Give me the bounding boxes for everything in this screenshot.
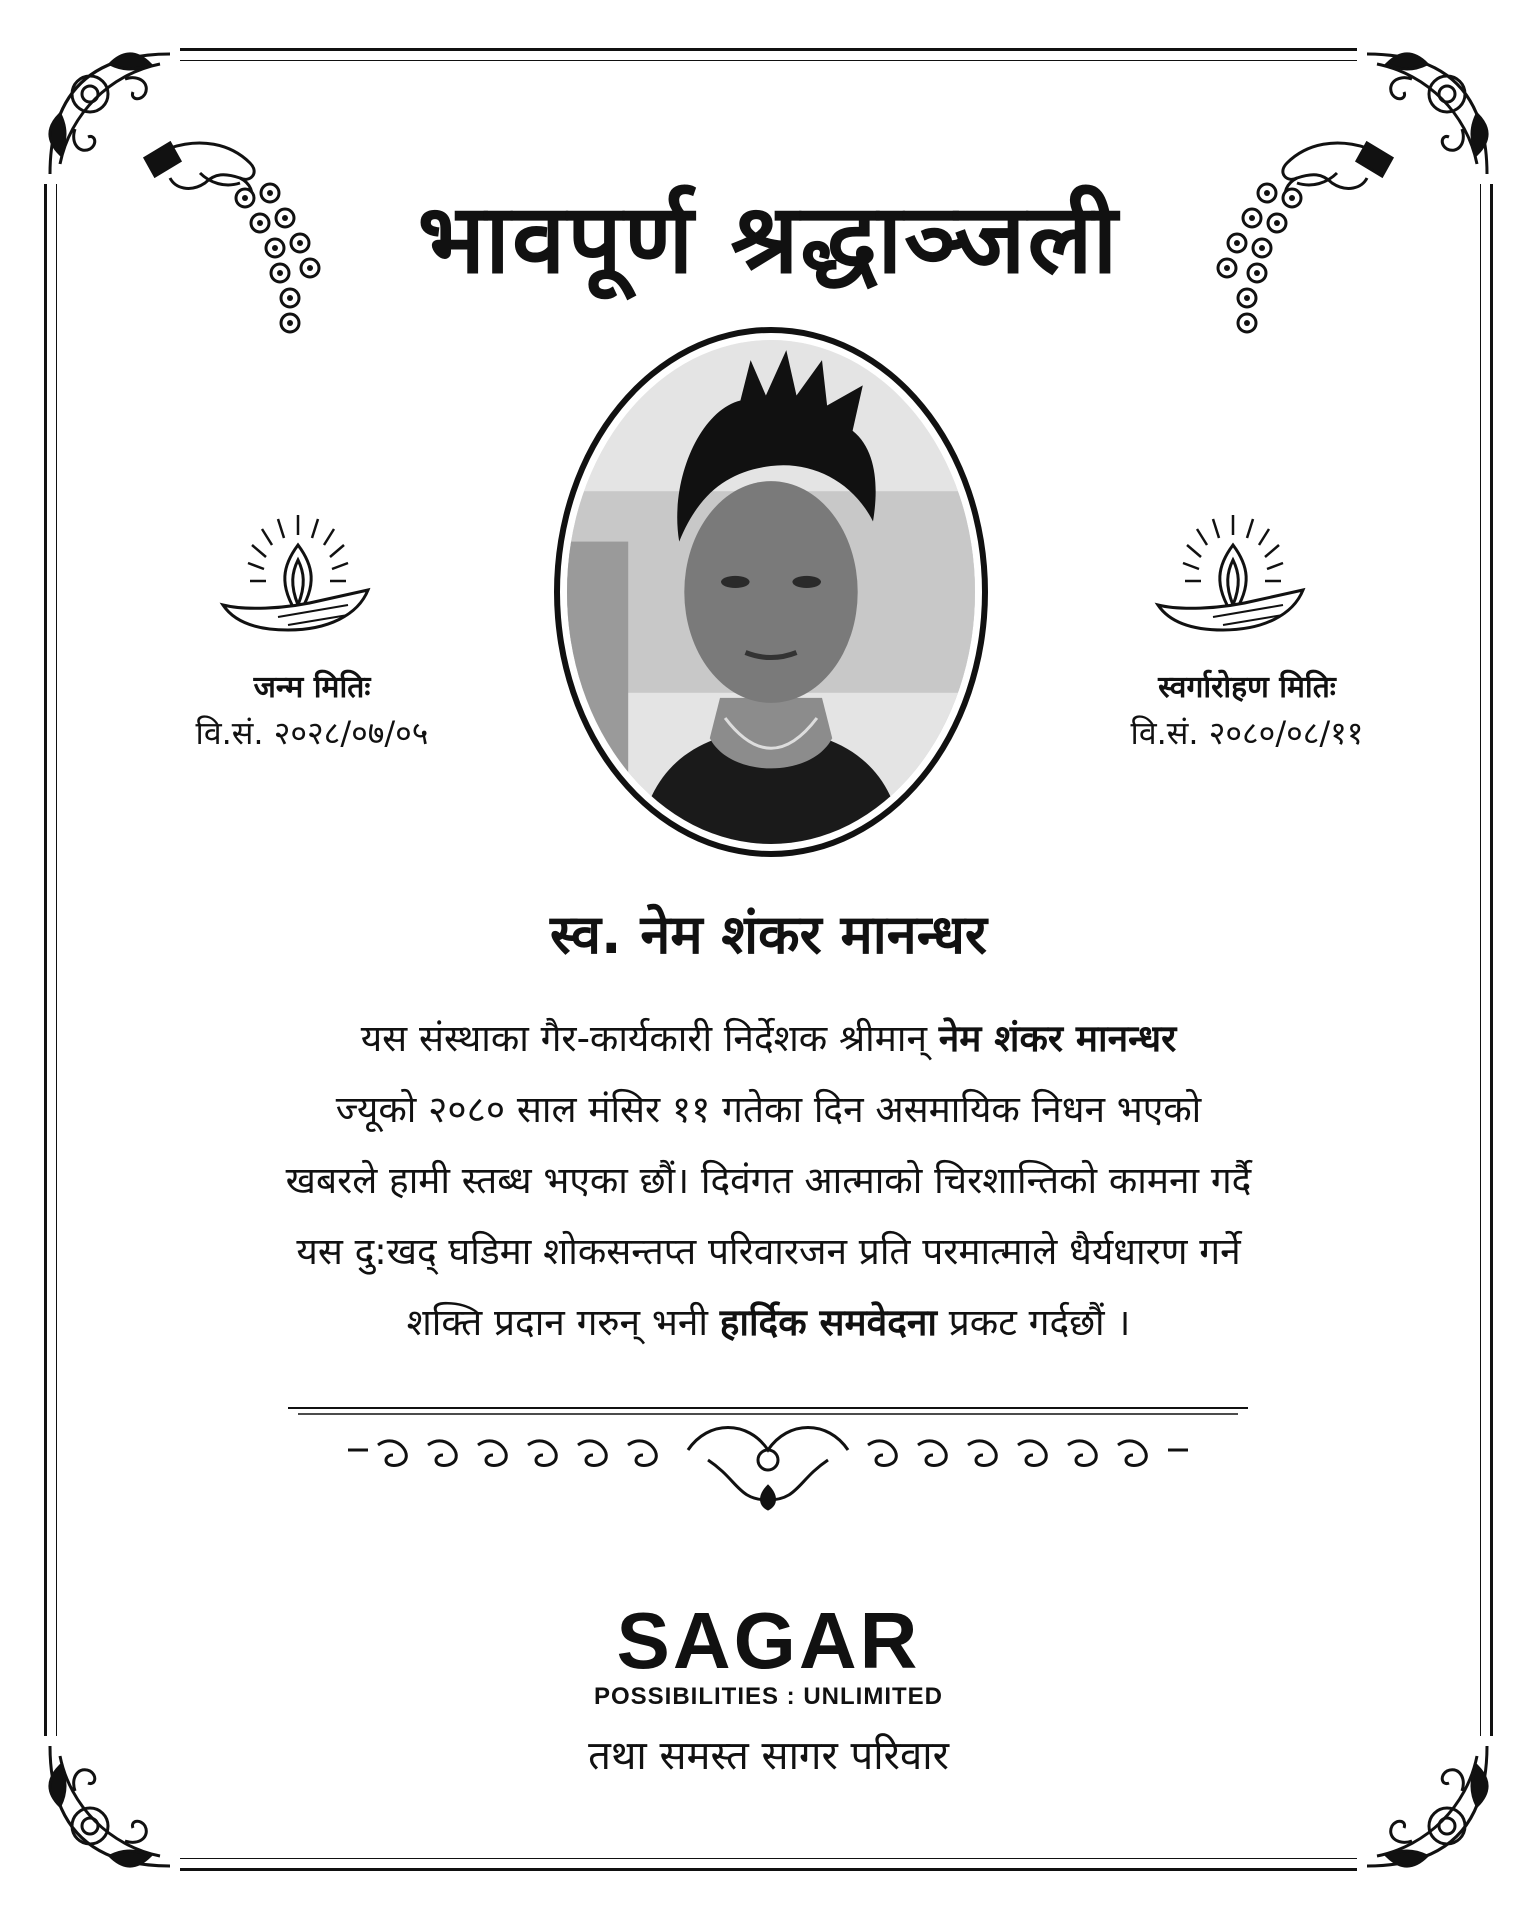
message-line — [110, 1287, 1427, 1358]
page-title: भावपूर्ण श्रद्धाञ्जली — [417, 183, 1120, 295]
portrait-frame — [554, 327, 988, 857]
oil-lamp-icon — [1153, 505, 1313, 645]
ornamental-divider-icon — [288, 1400, 1248, 1520]
message-text: प्रकट गर्दछौं । — [948, 1301, 1131, 1344]
message-line: ज्यूको २०८० साल मंसिर ११ गतेका दिन असमायिक निधन भएको — [335, 1088, 1202, 1131]
family-signoff: तथा समस्त सागर परिवार — [588, 1733, 949, 1779]
message-line: यस दु:खद् घडिमा शोकसन्तप्त परिवारजन प्रति परमात्माले धैर्यधारण गर्ने — [296, 1230, 1241, 1273]
deceased-name: स्व. नेम शंकर मानन्धर — [550, 903, 987, 966]
birth-date-value: वि.सं. २०२८/०७/०५ — [195, 714, 429, 752]
portrait-photo — [567, 340, 975, 844]
birth-date-label: जन्म मितिः — [253, 670, 371, 705]
brand-tagline: POSSIBILITIES : UNLIMITED — [593, 1683, 943, 1710]
message-text: शक्ति प्रदान गरुन् भनी — [406, 1301, 708, 1344]
condolence-message — [110, 1003, 1427, 1358]
brand-logo: SAGAR — [616, 1596, 921, 1685]
message-text: यस संस्थाका गैर-कार्यकारी निर्देशक श्रीमान् — [360, 1017, 927, 1060]
oil-lamp-icon — [218, 505, 378, 645]
death-date-label: स्वर्गारोहण मितिः — [1158, 670, 1336, 705]
message-highlight-condolence: हार्दिक समवेदना — [719, 1301, 937, 1344]
message-highlight-name: नेम शंकर मानन्धर — [938, 1017, 1177, 1060]
message-line — [110, 1003, 1427, 1074]
message-line: खबरले हामी स्तब्ध भएका छौं। दिवंगत आत्माको चिरशान्तिको कामना गर्दै — [285, 1159, 1252, 1202]
death-date-value: वि.सं. २०८०/०८/११ — [1130, 714, 1364, 752]
